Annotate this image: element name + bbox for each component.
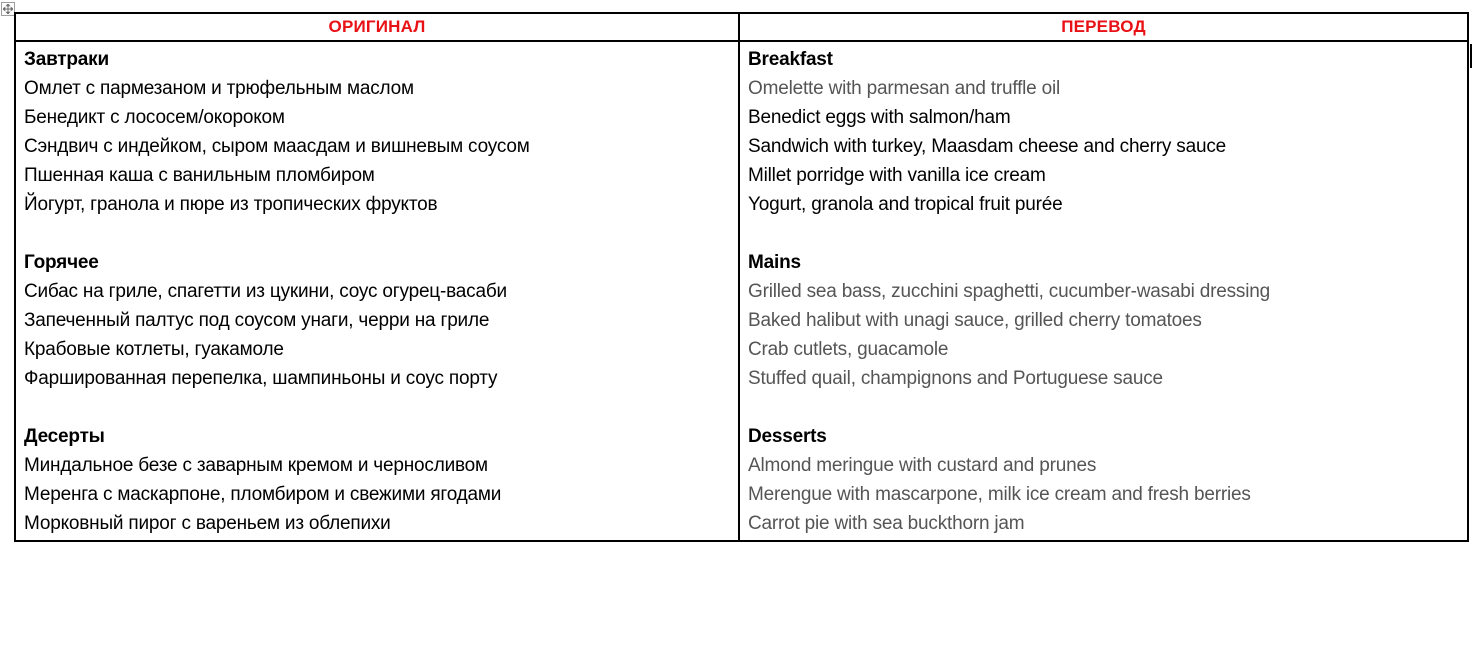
translation-cell[interactable] bbox=[739, 41, 1468, 541]
section-title-original: Завтраки bbox=[24, 49, 109, 70]
menu-item-translation: Carrot pie with sea buckthorn jam bbox=[748, 513, 1025, 534]
menu-item-original: Миндальное безе с заварным кремом и черносливом bbox=[24, 455, 488, 476]
menu-item-original: Фаршированная перепелка, шампиньоны и соус порту bbox=[24, 368, 498, 389]
table-body-row bbox=[15, 41, 1468, 541]
section-title-original: Десерты bbox=[24, 426, 105, 447]
menu-item-original: Меренга с маскарпоне, пломбиром и свежими ягодами bbox=[24, 484, 502, 505]
section-title-translation: Desserts bbox=[748, 426, 827, 447]
menu-item-translation: Almond meringue with custard and prunes bbox=[748, 455, 1097, 476]
translation-table bbox=[14, 12, 1469, 542]
menu-item-translation: Sandwich with turkey, Maasdam cheese and cherry sauce bbox=[748, 136, 1227, 157]
menu-item-original: Бенедикт с лососем/окороком bbox=[24, 107, 285, 128]
text-cursor bbox=[1470, 44, 1472, 68]
menu-item-original: Сэндвич с индейком, сыром маасдам и вишневым соусом bbox=[24, 136, 530, 157]
menu-item-translation: Crab cutlets, guacamole bbox=[748, 339, 949, 360]
menu-item-translation: Stuffed quail, champignons and Portuguese sauce bbox=[748, 368, 1163, 389]
menu-item-translation: Millet porridge with vanilla ice cream bbox=[748, 165, 1046, 186]
menu-item-original: Йогурт, гранола и пюре из тропических фруктов bbox=[24, 194, 438, 215]
menu-item-translation: Grilled sea bass, zucchini spaghetti, cucumber-wasabi dressing bbox=[748, 281, 1270, 302]
menu-item-original: Сибас на гриле, спагетти из цукини, соус огурец-васаби bbox=[24, 281, 507, 302]
menu-item-translation: Merengue with mascarpone, milk ice cream and fresh berries bbox=[748, 484, 1251, 505]
column-header-translation: ПЕРЕВОД bbox=[739, 13, 1468, 41]
column-header-original: ОРИГИНАЛ bbox=[15, 13, 739, 41]
blank-line bbox=[748, 393, 1459, 422]
menu-item-translation: Omelette with parmesan and truffle oil bbox=[748, 78, 1061, 99]
menu-item-original: Крабовые котлеты, гуакамоле bbox=[24, 339, 284, 360]
blank-line bbox=[24, 219, 730, 248]
menu-item-original: Омлет с пармезаном и трюфельным маслом bbox=[24, 78, 414, 99]
section-title-translation: Breakfast bbox=[748, 49, 833, 70]
menu-item-translation: Yogurt, granola and tropical fruit purée bbox=[748, 194, 1063, 215]
move-icon bbox=[3, 4, 13, 14]
table-move-handle[interactable] bbox=[1, 2, 15, 16]
blank-line bbox=[24, 393, 730, 422]
original-cell[interactable] bbox=[15, 41, 739, 541]
section-title-original: Горячее bbox=[24, 252, 99, 273]
menu-item-translation: Baked halibut with unagi sauce, grilled cherry tomatoes bbox=[748, 310, 1202, 331]
menu-item-original: Запеченный палтус под соусом унаги, черри на гриле bbox=[24, 310, 490, 331]
menu-item-translation: Benedict eggs with salmon/ham bbox=[748, 107, 1011, 128]
menu-item-original: Пшенная каша с ванильным пломбиром bbox=[24, 165, 375, 186]
table-header-row bbox=[15, 13, 1468, 41]
blank-line bbox=[748, 219, 1459, 248]
section-title-translation: Mains bbox=[748, 252, 801, 273]
menu-item-original: Морковный пирог с вареньем из облепихи bbox=[24, 513, 391, 534]
